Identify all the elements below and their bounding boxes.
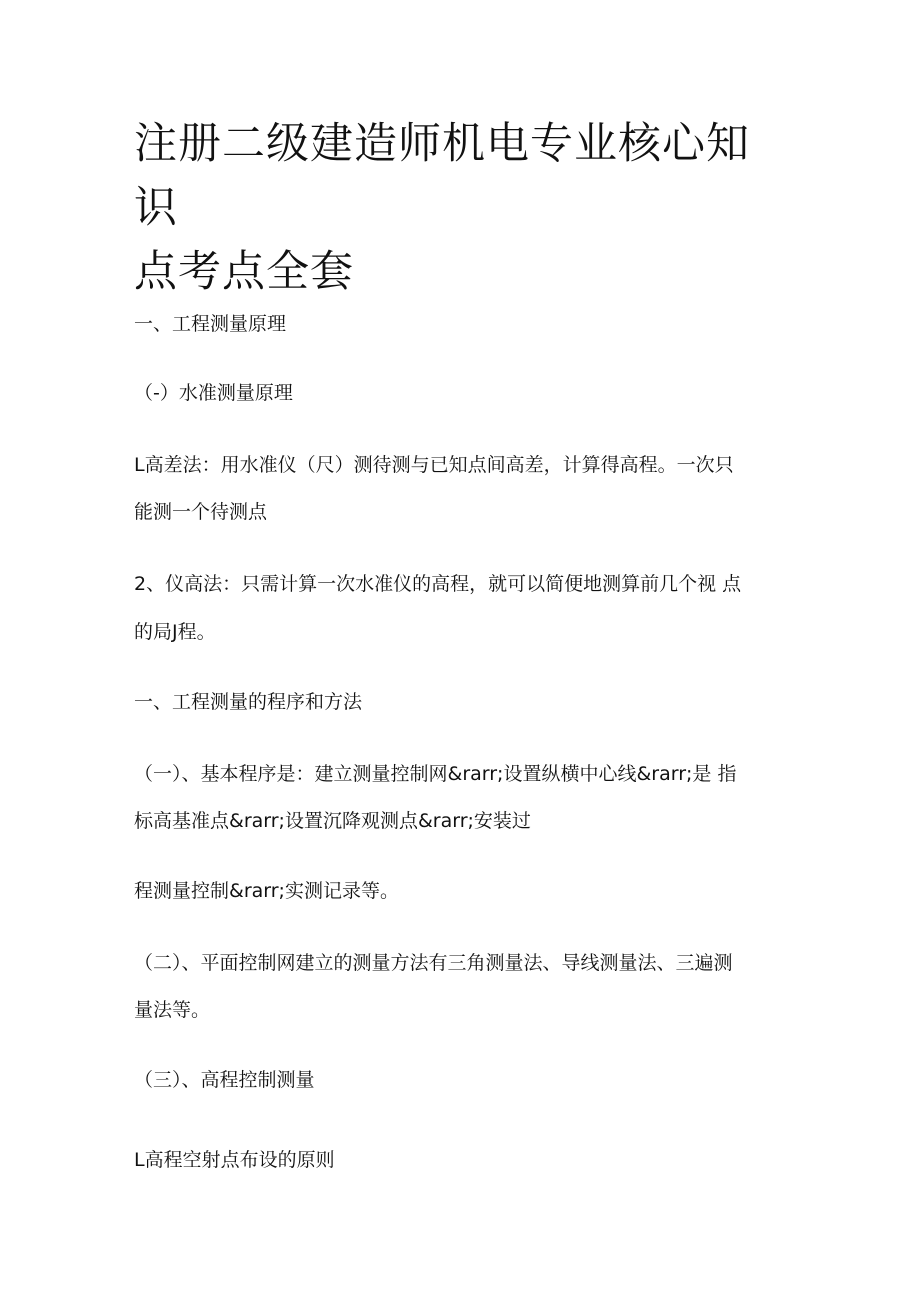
paragraph-line: 标高基准点&rarr;设置沉降观测点&rarr;安装过: [134, 810, 531, 832]
subsection-heading-leveling-principle: （-）水准测量原理: [134, 382, 293, 404]
paragraph-line: （二）、平面控制网建立的测量方法有三角测量法、导线测量法、三遍测: [134, 952, 733, 974]
title-line-1: 注册二级建造师机电专业核心知识: [134, 119, 750, 233]
section-heading-measurement-principle: 一、工程测量原理: [134, 313, 287, 335]
section-heading-procedure-methods: 一、工程测量的程序和方法: [134, 691, 363, 713]
title-line-2: 点考点全套: [134, 247, 354, 297]
paragraph-line: L高程空射点布设的原则: [134, 1149, 335, 1171]
paragraph-line: （一）、基本程序是：建立测量控制网&rarr;设置纵横中心线&rarr;是 指: [134, 763, 737, 785]
paragraph-line: 能测一个待测点: [134, 501, 268, 523]
subsection-heading-elevation-control: （三）、高程控制测量: [134, 1069, 315, 1091]
paragraph-line: 2、仪高法：只需计算一次水准仪的高程，就可以简便地测算前几个视 点: [134, 573, 742, 595]
paragraph-line: 程测量控制&rarr;实测记录等。: [134, 880, 399, 902]
paragraph-line: 的局J程。: [134, 621, 216, 643]
paragraph-line: L高差法：用水准仪（尺）测待测与已知点间高差，计算得高程。一次只: [134, 454, 734, 476]
document-title: [134, 112, 784, 304]
paragraph-line: 量法等。: [134, 999, 211, 1021]
